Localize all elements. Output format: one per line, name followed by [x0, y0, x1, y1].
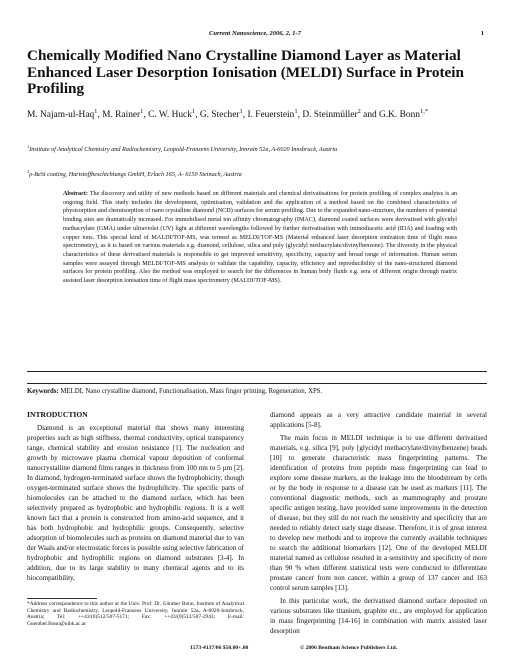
abstract-text: The discovery and utility of new methods based on different materials and chemical derivatisations for protein profiling of complex analytes is an ongoing field. This study includes the development, optimisation, validation and the application of a method based on the combined characteristics of physisorption and chemisorption of nano crystalline diamond (NCD) surfaces for serum profiling. Due to the expanded nano-structure, the numbers of potential binding sites are dramatically increased. For immobilised metal ion affinity chromatography (IMAC), diamond coated surfaces were derivatised with glycidyl methacrylate (GMA) under ultraviolet (UV) light at different wavelengths followed by further derivatisation with iminodiacetic acid (IDA) and loading with copper ions. This special kind of MALDI/TOF-MS, was termed as MELDI/TOF-MS (Material enhanced laser desorption ionization time of flight mass spectrometry), as it is based on various materials e.g. diamond, cellulose, silica and poly (glycidyl methacrylate/divinylbenzene). The diversity in the physical characteristics of these derivatised materials is responsible to get improved sensitivity, specificity, capacity and broad range of information. Human serum samples were assayed through MELDI/TOF-MS analysis to validate the capability, capacity, efficiency and reproducibility of the nano-structured diamond surfaces for protein profiling. Also the method was employed to search for the differences in human body fluids e.g. sera of different origin through matrix assisted laser desorption ionisation time of flight mass spectrometry (MALDI/TOF-MS). — [63, 191, 457, 285]
body-paragraph: diamond appears as a very attractive candidate material in several applications [5-8]. — [270, 411, 487, 429]
divider-top — [27, 371, 487, 372]
body-paragraph: Diamond is an exceptional material that shows many interesting properties such as high stiffness, thermal conductivity, optical transparency range, chemical stability and erosion resistance [1]. The nucleation and growth by microwave plasma chemical vapour deposition of conformal nanocrystalline diamond films ranges in thickness from 100 nm to 5 µm [2]. In diamond, hydrogen-terminated surface shows the hydrophobicity, though oxygen-terminated surface shows the hydrophilicity. The specific parts of biomolecules can be attached to the diamond surface, which has been selectively prepared as hydrophobic and hydrophilic regions. It is a well known fact that a protein is constructed from amino-acid sequence, and it has both hydrophobic and hydrophilic groups. Consequently, selective adsorption of biomolecules such as proteins on diamond material due to van der Waals and/or electrostatic forces is possible using selective fabrication of hydrophobic and hydrophilic regions on diamond substrates [3-4]. In addition, due to its large stability to many chemical agents and to its biocompatibility, — [27, 424, 244, 582]
right-column — [270, 410, 487, 639]
author-affil-mark: 1 — [294, 107, 298, 115]
author-name: , M. Rainer — [97, 110, 141, 120]
author-list — [27, 109, 487, 121]
author-affil-mark: 1,* — [419, 107, 429, 115]
affiliation-2 — [27, 168, 487, 179]
issn-text: 1573-4137/06 $50.00+.00 — [190, 645, 249, 651]
journal-header: Current Nanoscience, 2006, 2, 1-7 — [209, 30, 301, 37]
copyright-text: © 2006 Bentham Science Publishers Ltd. — [300, 645, 398, 651]
author-name: , C. W. Huck — [143, 110, 192, 120]
left-column — [27, 410, 244, 586]
author-affil-mark: 1 — [191, 107, 196, 115]
affiliation-mark: 2 — [27, 168, 30, 174]
author-name: M. Najam-ul-Haq — [27, 110, 95, 120]
footnote-divider — [27, 598, 97, 599]
author-affil-mark: 2 — [357, 107, 361, 115]
affiliation-text: Institute of Analytical Chemistry and Radiochemistry, Leopold-Franzens University, Innrain 52a, A-6020 Innsbruck, Austria — [29, 146, 338, 153]
abstract-label: Abstract: — [63, 191, 88, 197]
author-affil-mark: 1 — [94, 107, 98, 115]
divider-bottom — [27, 383, 487, 384]
keywords-text: MELDI, Nano crystalline diamond, Functionalisation, Mass finger printing, Regeneration, XPS. — [58, 388, 323, 395]
paper-title: Chemically Modified Nano Crystalline Diamond Layer as Material Enhanced Laser Desorption Ionisation (MELDI) Surface in Protein Profiling — [27, 47, 464, 97]
author-name: and G.K. Bonn — [360, 110, 420, 120]
section-heading-introduction: INTRODUCTION — [27, 410, 88, 419]
page-number: 1 — [480, 30, 484, 37]
affiliation-1 — [27, 143, 487, 154]
affiliation-mark: 1 — [27, 143, 30, 149]
abstract — [63, 190, 457, 286]
correspondence-footnote: *Address correspondence to this author at the Univ. Prof. Dr. Günther Bonn, Institute of Analytical Chemistry and Radiochemistry, Leopold-Franzens University, Innrain 52a, A-6020-Innsbruck, Austria; Tel: ++43/(0)512/507-5171; Fax: ++43/(0)512/507-2943; E-mail: Guenther.Bonn@uibk.ac.at — [27, 601, 244, 627]
keywords — [27, 387, 487, 396]
keywords-label: Keywords: — [27, 388, 59, 395]
author-affil-mark: 1 — [239, 107, 243, 115]
author-name: , G. Stecher — [195, 110, 240, 120]
body-paragraph: In this particular work, the derivatised diamond surface deposited on various substrates like titanium, graphite etc., are employed for application in mass fingerprinting [14-16] in combination with matrix assisted laser desorption — [270, 597, 487, 635]
author-name: , I. Feuerstein — [242, 110, 295, 120]
author-affil-mark: 1 — [140, 107, 144, 115]
author-name: , D. Steinmüller — [297, 110, 358, 120]
body-paragraph: The main focus in MELDI technique is to use different derivatised materials, e.g. silica [9], poly [glycidyl methacrylate/divinylbenzene) beads [10] to generate characteristic mass fingerprinting patterns. The identification of proteins from peptide mass fingerprinting can lead to explore some disease markers, as the leakage into the bloodstream by cells or by the body in response to a disease can be used as markers [11]. The conventional diagnostic methods, such as mammography and prostate specific antigen testing, have provided some improvements in the detection of disease, but they still do not reach the sensitivity and specificity that are needed to reliably detect early stage disease. Therefore, it is of great interest to develop new methods and to improve the currently available techniques to search the additional biomarkers [12]. One of the developed MELDI material named as cellulose resulted in a sensitivity and specificity of more than 90 % when different statistical tests were conducted to differentiate prostate cancer from non cancer, within a group of 137 cancer and 163 control serum samples [13]. — [270, 434, 487, 592]
affiliation-text: ρ-BeSt coating, Hartstoffbeschichtungs GmbH, Erlach 165, A- 6150 Steinach, Austria — [29, 171, 242, 178]
